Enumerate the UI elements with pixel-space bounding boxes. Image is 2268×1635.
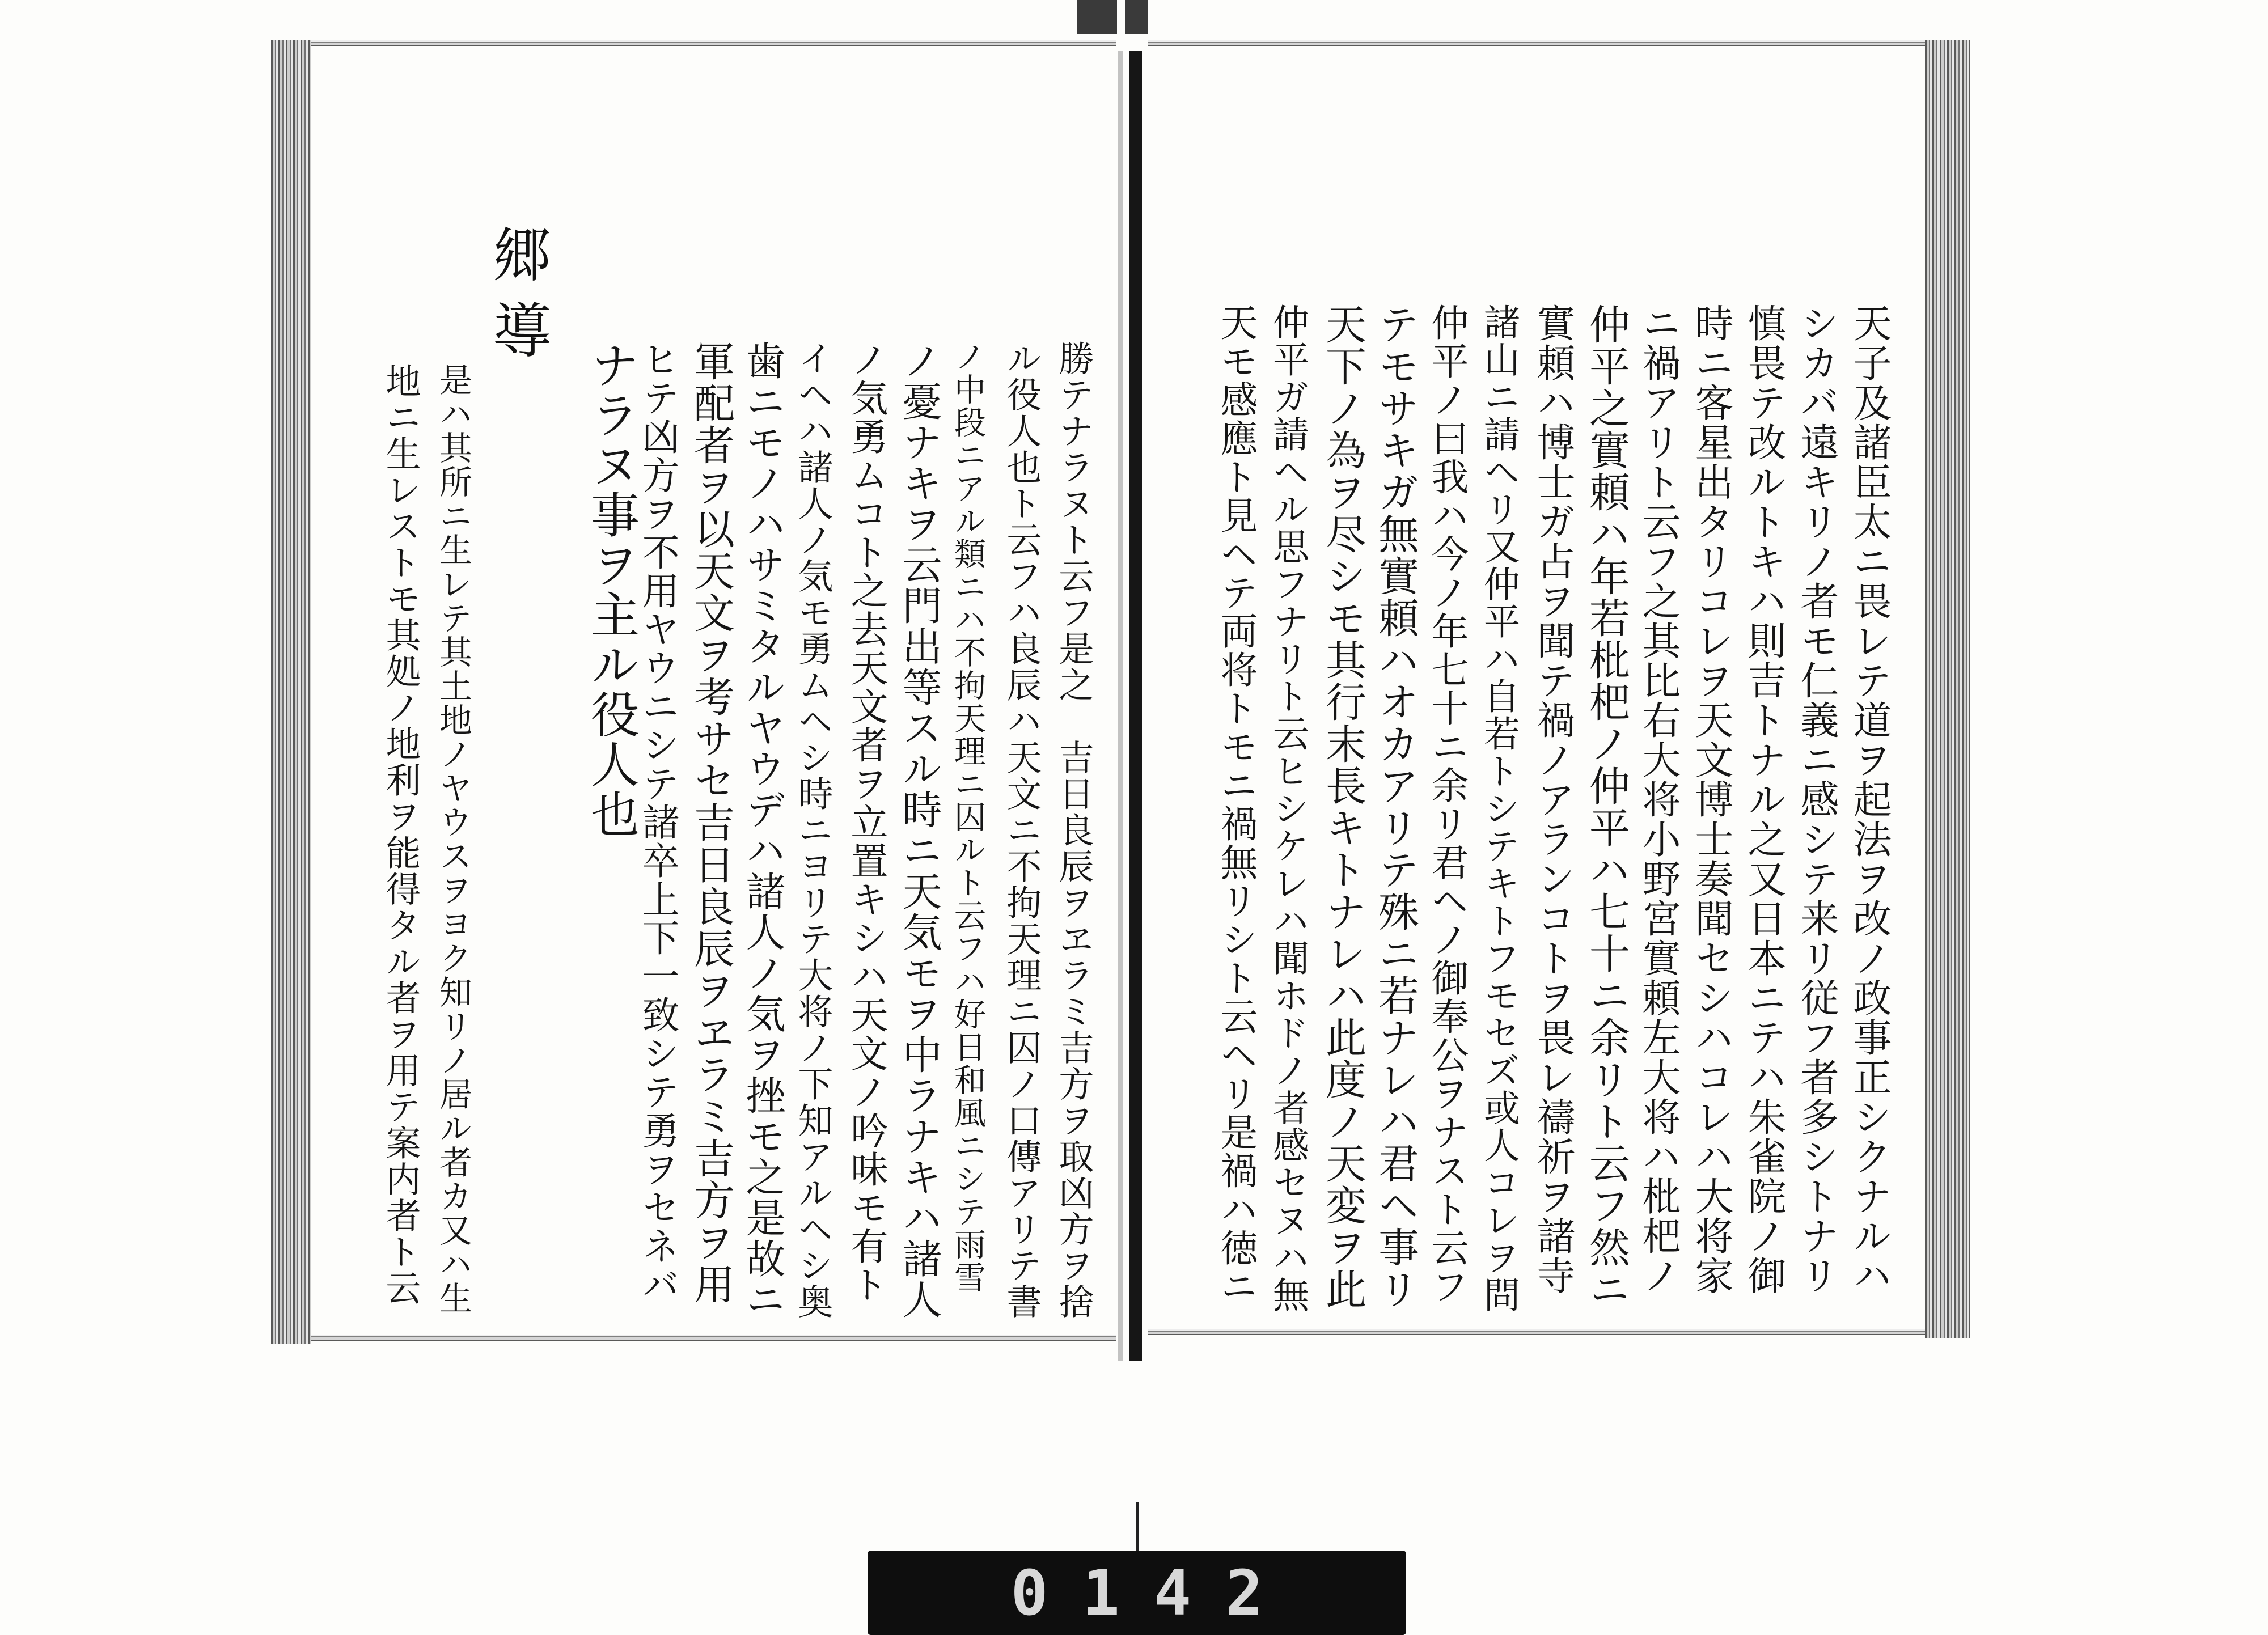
- section-col-1: 是ハ其所ニ生レテ其土地ノヤウスヲヨク知リノ居ル者カ又ハ生: [434, 363, 472, 1315]
- right-page-bottom-edge: [1148, 1329, 1925, 1335]
- binding-mark-left: [1077, 0, 1117, 34]
- right-page-top-edge: [1148, 40, 1925, 46]
- left-page-bottom-edge: [311, 1335, 1116, 1341]
- right-col-2: シカバ遠キリノ者モ仁義ニ感シテ来リ従フ者多シトナリ: [1794, 303, 1839, 1295]
- binding-mark-right: [1125, 0, 1148, 34]
- right-col-11: 天下ノ為ヲ尽シモ其行末長キトナレハ此度ノ天変ヲ此: [1319, 303, 1366, 1310]
- right-col-7: 實頼ハ博士ガ占ヲ聞テ禍ノアランコトヲ畏レ禱祈ヲ諸寺: [1530, 303, 1575, 1295]
- microfilm-frame-bar: [868, 1551, 1406, 1635]
- right-col-8: 諸山ニ請ヘリ又仲平ハ自若トシテキトフモセズ或人コレヲ問: [1478, 303, 1520, 1314]
- left-col-1: 勝テナラヌト云フ是之 吉日良辰ヲヱラミ吉方ヲ取凶方ヲ捨: [1053, 340, 1094, 1320]
- left-col-2: ル役人也ト云フハ良辰ハ天文ニ不拘天理ニ囚ノ口傳アリテ書: [1001, 340, 1042, 1320]
- left-col-8: 軍配者ヲ以天文ヲ考サセ吉日良辰ヲヱラミ吉方ヲ用: [687, 340, 735, 1305]
- right-col-12: 仲平ガ請ヘル思フナリト云ヒシケレハ聞ホドノ者感セヌハ無: [1267, 303, 1309, 1314]
- left-col-6: イヘハ諸人ノ気モ勇ムヘシ時ニヨリテ大将ノ下知アルヘシ奥: [792, 340, 833, 1320]
- right-col-10: テモサキガ無實頼ハオカアリテ殊ニ若ナレハ君ヘ事リ: [1372, 303, 1419, 1310]
- left-page-edge: [271, 40, 311, 1344]
- frame-number: 0142: [1010, 1556, 1297, 1629]
- spine-shadow: [1118, 51, 1123, 1361]
- right-col-9: 仲平ノ曰我ハ今ノ年七十ニ余リ君ヘノ御奉公ヲナスト云フ: [1425, 303, 1469, 1306]
- left-col-10: ナラヌ事ヲ主ル役人也: [582, 340, 639, 839]
- left-page-top-edge: [311, 40, 1116, 46]
- right-col-3: 慎畏テ改ルトキハ則吉トナル之又日本ニテハ朱雀院ノ御: [1741, 303, 1786, 1295]
- right-col-6: 仲平之實頼ハ年若枇杷ノ仲平ハ七十ニ余リト云フ然ニ: [1582, 303, 1630, 1310]
- left-col-5: ノ気勇ムコト之去天文者ヲ立置キシハ天文ノ吟味モ有ト: [844, 340, 888, 1304]
- right-page-edge: [1925, 40, 1970, 1338]
- book-spine: [1129, 51, 1142, 1361]
- right-col-5: ニ禍アリト云フ之其比右大将小野宮實頼左大将ハ枇杷ノ: [1636, 303, 1681, 1295]
- section-col-2: 地ニ生レストモ其処ノ地利ヲ能得タル者ヲ用テ案内者ト云: [380, 363, 421, 1306]
- left-col-7: 歯ニモノハサミタルヤウデハ諸人ノ気ヲ挫モ之是故ニ: [739, 340, 786, 1320]
- left-col-4: ノ憂ナキヲ云門出等スル時ニ天気モヲ中ラナキハ諸人: [896, 340, 942, 1320]
- spine-foot-mark: [1136, 1502, 1139, 1553]
- left-col-9: ヒテ凶方ヲ不用ヤウニシテ諸卒上下一致シテ勇ヲセネバ: [636, 340, 679, 1304]
- section-heading: 郷導: [483, 224, 552, 376]
- right-col-1: 天子及諸臣太ニ畏レテ道ヲ起法ヲ改ノ政事正シクナルハ: [1847, 303, 1892, 1295]
- left-col-3: ノ中段ニアル類ニハ不拘天理ニ囚ルト云フハ好日和風ニシテ雨雪: [949, 340, 986, 1294]
- right-col-4: 時ニ客星出タリコレヲ天文博士奏聞セシハコレハ大将家: [1689, 303, 1733, 1295]
- right-col-13: 天モ感應ト見ヘテ両将トモニ禍無リシト云ヘリ是禍ハ徳ニ: [1214, 303, 1258, 1306]
